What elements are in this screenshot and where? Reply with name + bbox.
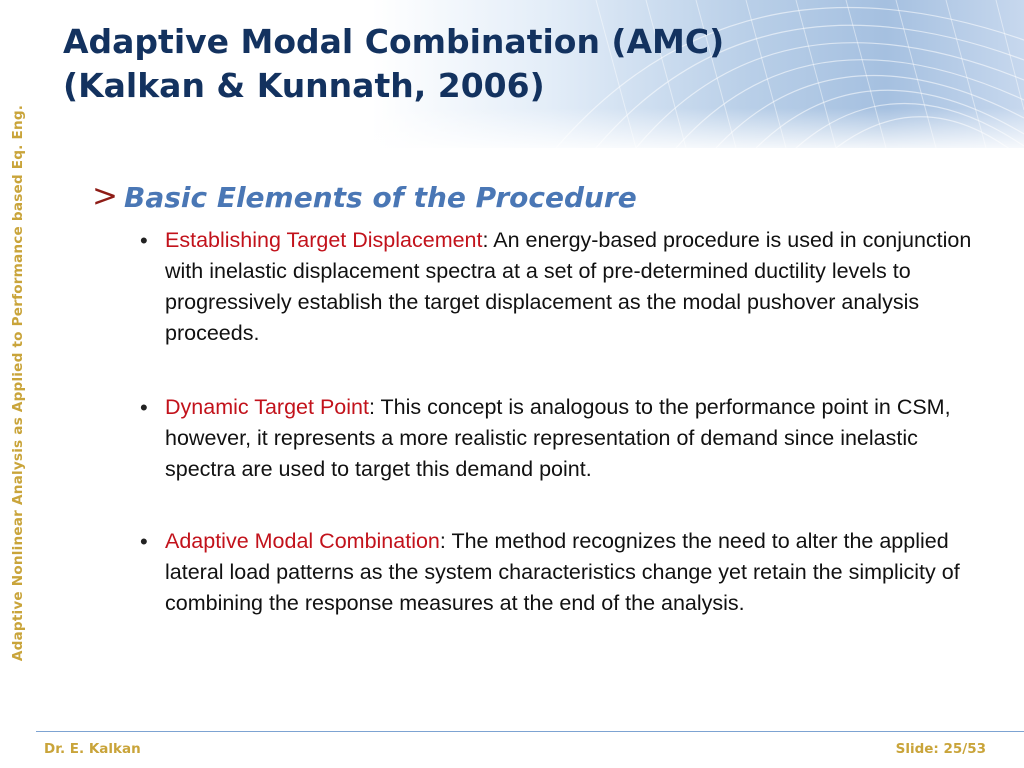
bullet-dot-icon: • bbox=[140, 529, 148, 554]
bullet-term: Establishing Target Displacement bbox=[165, 228, 483, 252]
bullet-term: Dynamic Target Point bbox=[165, 395, 369, 419]
slide-title-line-1: Adaptive Modal Combination (AMC) bbox=[63, 22, 725, 61]
section-heading bbox=[92, 178, 637, 214]
bullet-term: Adaptive Modal Combination bbox=[165, 529, 440, 553]
footer-divider bbox=[36, 731, 1024, 732]
footer-slide-number: Slide: 25/53 bbox=[895, 741, 986, 757]
slide-title bbox=[63, 20, 963, 108]
bullet-description: : This concept is analogous to the performance point in CSM, however, it represents a more realistic representation of demand since inelastic spectra are used to target this demand point. bbox=[165, 395, 951, 481]
sidebar-course-title: Adaptive Nonlinear Analysis as Applied to Performance based Eq. Eng. bbox=[10, 104, 26, 662]
section-title: Basic Elements of the Procedure bbox=[123, 181, 637, 214]
banner-fade bbox=[36, 108, 1024, 148]
bullet-dot-icon: • bbox=[140, 228, 148, 253]
bullet-description: : An energy-based procedure is used in conjunction with inelastic displacement spectra at a set of pre-determined ductility levels to progressively establish the target displacement as the modal pushover analysis proceeds. bbox=[165, 228, 972, 345]
slide-title-line-2: (Kalkan & Kunnath, 2006) bbox=[63, 66, 545, 105]
section-arrow-marker: > bbox=[92, 178, 118, 214]
footer-author: Dr. E. Kalkan bbox=[44, 741, 141, 757]
bullet-dot-icon: • bbox=[140, 395, 148, 420]
bullet-text bbox=[165, 225, 975, 349]
bullet-description: : The method recognizes the need to alter the applied lateral load patterns as the system characteristics change yet retain the simplicity of combining the response measures at the end of the analysis. bbox=[165, 529, 960, 615]
bullet-text bbox=[165, 526, 975, 619]
bullet-text bbox=[165, 392, 975, 485]
sidebar bbox=[0, 0, 36, 768]
